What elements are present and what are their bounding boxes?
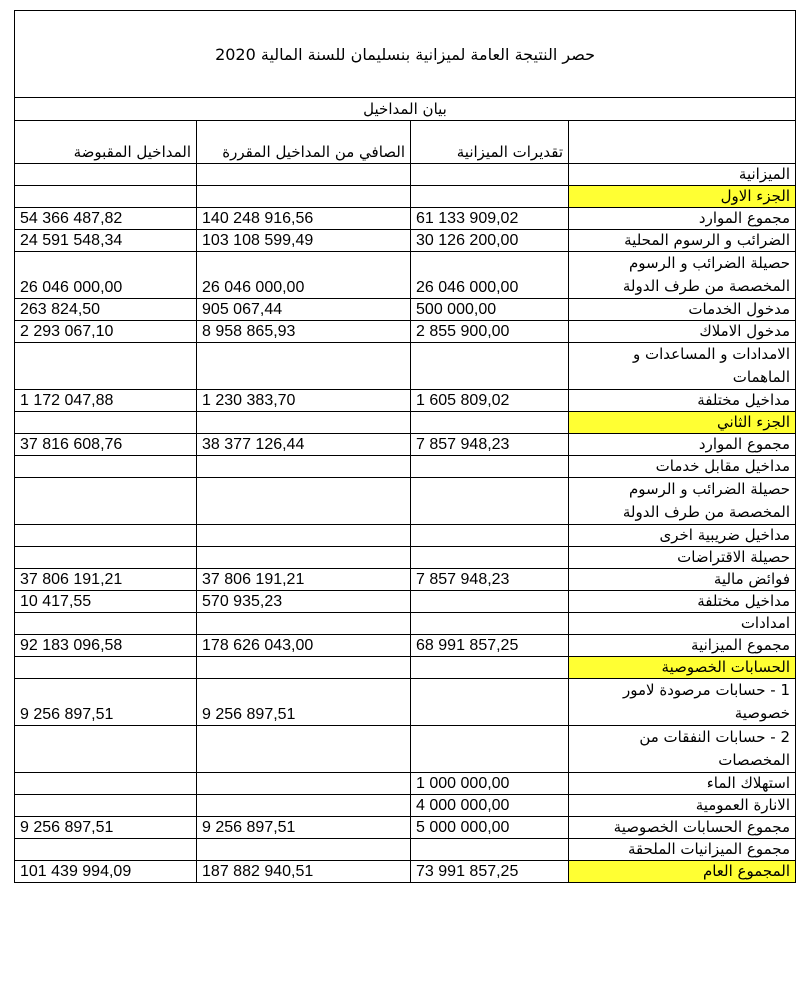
sheet-subtitle: بيان المداخيل [15,98,796,121]
cell-net [197,795,411,817]
row-label: مجموع الموارد [569,434,796,456]
cell-collected [15,164,197,186]
row-label: الجزء الاول [569,186,796,208]
cell-net: 1 230 383,70 [197,390,411,412]
cell-collected: 2 293 067,10 [15,321,197,343]
row-label: الامدادات و المساعدات و الماهمات [569,343,796,390]
cell-collected [15,186,197,208]
cell-collected: 10 417,55 [15,591,197,613]
table-row [15,817,796,839]
row-label: 2 - حسابات النفقات من المخصصات [569,726,796,773]
cell-net [197,657,411,679]
table-row [15,861,796,883]
cell-collected: 54 366 487,82 [15,208,197,230]
row-label: 1 - حسابات مرصودة لامور خصوصية [569,679,796,726]
row-label: مداخيل مقابل خدمات [569,456,796,478]
table-row [15,569,796,591]
cell-estimates [411,164,569,186]
table-row [15,412,796,434]
cell-estimates: 61 133 909,02 [411,208,569,230]
row-label: مجموع الميزانيات الملحقة [569,839,796,861]
cell-estimates: 26 046 000,00 [411,252,569,299]
budget-summary-table [14,10,796,883]
row-label: استهلاك الماء [569,773,796,795]
row-label: مجموع الميزانية [569,635,796,657]
cell-collected [15,547,197,569]
cell-estimates [411,456,569,478]
cell-estimates [411,343,569,390]
cell-net: 905 067,44 [197,299,411,321]
cell-net [197,773,411,795]
cell-estimates: 4 000 000,00 [411,795,569,817]
cell-collected [15,726,197,773]
cell-estimates: 1 605 809,02 [411,390,569,412]
table-row [15,343,796,390]
cell-estimates [411,186,569,208]
cell-net: 103 108 599,49 [197,230,411,252]
cell-estimates [411,591,569,613]
cell-net [197,186,411,208]
row-label: مدخول الاملاك [569,321,796,343]
cell-estimates: 500 000,00 [411,299,569,321]
row-label: مدخول الخدمات [569,299,796,321]
cell-collected: 37 816 608,76 [15,434,197,456]
row-label: فوائض مالية [569,569,796,591]
row-label: حصيلة الاقتراضات [569,547,796,569]
row-label: الحسابات الخصوصية [569,657,796,679]
table-row [15,591,796,613]
title-row [15,11,796,98]
row-label: المجموع العام [569,861,796,883]
cell-estimates [411,613,569,635]
cell-estimates: 1 000 000,00 [411,773,569,795]
cell-collected: 26 046 000,00 [15,252,197,299]
table-row [15,547,796,569]
cell-collected: 9 256 897,51 [15,817,197,839]
cell-net: 178 626 043,00 [197,635,411,657]
cell-collected [15,613,197,635]
row-label: مجموع الحسابات الخصوصية [569,817,796,839]
cell-estimates: 7 857 948,23 [411,434,569,456]
subtitle-row [15,98,796,121]
cell-estimates: 30 126 200,00 [411,230,569,252]
cell-estimates: 5 000 000,00 [411,817,569,839]
table-row [15,773,796,795]
cell-net [197,547,411,569]
header-estimates: تقديرات الميزانية [411,121,569,164]
table-row [15,164,796,186]
row-label: مداخيل مختلفة [569,591,796,613]
cell-estimates [411,657,569,679]
table-row [15,252,796,299]
table-row [15,434,796,456]
header-collected: المداخيل المقبوضة [15,121,197,164]
cell-collected [15,525,197,547]
cell-estimates [411,525,569,547]
cell-collected [15,773,197,795]
cell-collected: 9 256 897,51 [15,679,197,726]
cell-net [197,164,411,186]
cell-estimates: 68 991 857,25 [411,635,569,657]
cell-net [197,412,411,434]
sheet-title: حصر النتيجة العامة لميزانية بنسليمان للسنة المالية 2020 [15,11,796,98]
cell-net: 140 248 916,56 [197,208,411,230]
cell-net [197,726,411,773]
cell-collected: 92 183 096,58 [15,635,197,657]
table-row [15,635,796,657]
row-label: مداخيل ضريبية اخرى [569,525,796,547]
table-row [15,321,796,343]
row-label: الميزانية [569,164,796,186]
cell-estimates: 2 855 900,00 [411,321,569,343]
cell-net: 38 377 126,44 [197,434,411,456]
cell-net [197,343,411,390]
cell-net [197,478,411,525]
cell-estimates [411,412,569,434]
table-row [15,795,796,817]
cell-estimates: 73 991 857,25 [411,861,569,883]
table-row [15,186,796,208]
cell-estimates [411,679,569,726]
row-label: الضرائب و الرسوم المحلية [569,230,796,252]
cell-collected [15,657,197,679]
table-row [15,525,796,547]
row-label: حصيلة الضرائب و الرسوم المخصصة من طرف الدولة [569,252,796,299]
row-label: حصيلة الضرائب و الرسوم المخصصة من طرف الدولة [569,478,796,525]
table-row [15,679,796,726]
header-net: الصافي من المداخيل المقررة [197,121,411,164]
cell-net [197,525,411,547]
table-row [15,613,796,635]
table-row [15,456,796,478]
cell-collected: 263 824,50 [15,299,197,321]
cell-collected [15,456,197,478]
row-label: مجموع الموارد [569,208,796,230]
cell-net: 37 806 191,21 [197,569,411,591]
cell-net [197,613,411,635]
cell-collected [15,795,197,817]
cell-estimates [411,726,569,773]
table-row [15,230,796,252]
row-label: الانارة العمومية [569,795,796,817]
cell-collected: 101 439 994,09 [15,861,197,883]
cell-net: 187 882 940,51 [197,861,411,883]
table-row [15,390,796,412]
cell-collected [15,839,197,861]
table-row [15,839,796,861]
cell-net [197,456,411,478]
cell-net: 570 935,23 [197,591,411,613]
cell-estimates [411,547,569,569]
cell-collected [15,412,197,434]
header-label [569,121,796,164]
header-row [15,121,796,164]
cell-estimates [411,478,569,525]
cell-collected [15,343,197,390]
table-row [15,726,796,773]
cell-net: 26 046 000,00 [197,252,411,299]
cell-net: 9 256 897,51 [197,817,411,839]
cell-collected: 37 806 191,21 [15,569,197,591]
table-row [15,478,796,525]
cell-net [197,839,411,861]
row-label: امدادات [569,613,796,635]
cell-collected: 1 172 047,88 [15,390,197,412]
table-row [15,299,796,321]
cell-estimates [411,839,569,861]
row-label: الجزء الثاني [569,412,796,434]
cell-estimates: 7 857 948,23 [411,569,569,591]
table-row [15,208,796,230]
row-label: مداخيل مختلفة [569,390,796,412]
cell-collected [15,478,197,525]
table-row [15,657,796,679]
cell-net: 8 958 865,93 [197,321,411,343]
cell-net: 9 256 897,51 [197,679,411,726]
cell-collected: 24 591 548,34 [15,230,197,252]
